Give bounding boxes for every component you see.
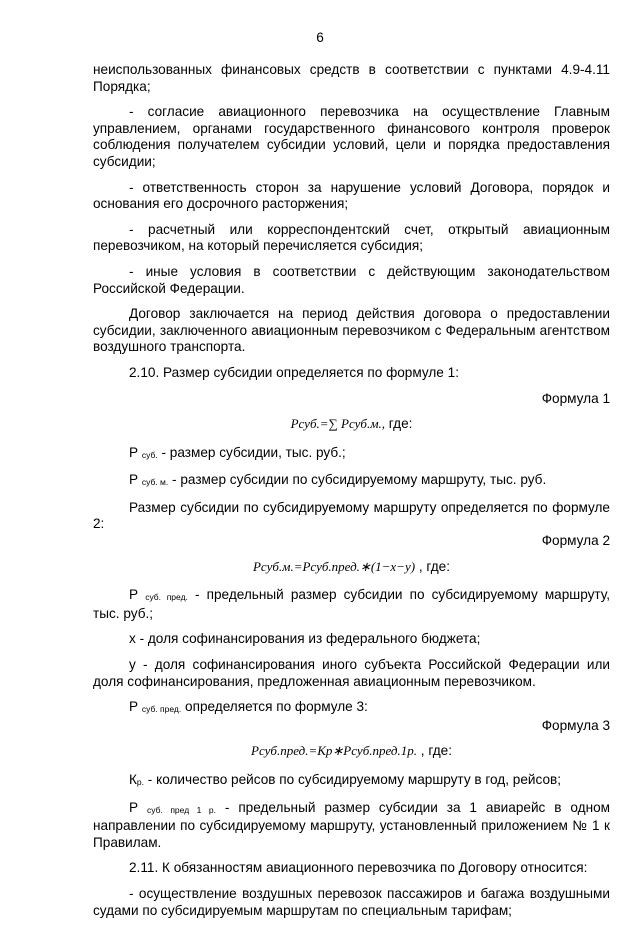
page-number: 6: [316, 30, 324, 45]
definition: [93, 699, 610, 718]
definition-symbol: К: [129, 772, 137, 787]
formula-2-expression: Pсуб.м.=Pсуб.пред.∗(1−x−y): [252, 558, 416, 574]
definition-text: - количество рейсов по субсидируемому маршруту в год, рейсов;: [144, 772, 562, 787]
definition-text: - размер субсидии по субсидируемому маршруту, тыс. руб.: [168, 472, 547, 488]
definition: [93, 587, 610, 622]
definition-subscript: суб. пред.: [145, 592, 188, 603]
list-item: - ответственность сторон за нарушение условий Договора, порядок и основания его досрочного расторжения;: [93, 179, 610, 212]
paragraph: неиспользованных финансовых средств в соответствии с пунктами 4.9-4.11 Порядка;: [93, 62, 610, 94]
list-item: - согласие авиационного перевозчика на осуществление Главным управлением, органами государственного финансового контроля проверок соблюдения получателем субсидии условий, цели и порядка предоставления субсидии;: [93, 104, 610, 169]
formula-1-label: Формула 1: [541, 390, 610, 406]
definition-subscript: суб. пред 1 р.: [147, 804, 216, 815]
definition-symbol: Р: [129, 699, 139, 715]
definition-symbol: Р: [129, 444, 139, 460]
definition: y - доля софинансирования иного субъекта Российской Федерации или доля софинансирования, предложенная авиационным перевозчиком.: [93, 657, 610, 689]
definition-symbol: Р: [129, 799, 139, 815]
list-item: - осуществление воздушных перевозок пассажиров и багажа воздушными судами по субсидируемым маршрутам по специальным тарифам;: [93, 885, 610, 918]
definition-subscript: суб. м.: [141, 477, 169, 488]
definition-text: определяется по формуле 3:: [181, 699, 368, 715]
section-2-11: 2.11. К обязанностям авиационного перевозчика по Договору относится:: [129, 860, 588, 876]
formula-2-label: Формула 2: [541, 533, 610, 549]
list-item: - расчетный или корреспондентский счет, открытый авиационным перевозчиком, на который перечисляется субсидия;: [93, 221, 610, 254]
definition-symbol: Р: [129, 587, 139, 603]
formula-1-expression: Pсуб.=∑ Pсуб.м.,: [290, 416, 386, 432]
formula-1-where: где:: [388, 416, 413, 432]
section-2-10: 2.10. Размер субсидии определяется по формуле 1:: [129, 364, 459, 380]
document-body: [93, 62, 610, 928]
definition: [93, 472, 610, 491]
formula-3-label: Формула 3: [541, 717, 610, 733]
definition-symbol: Р: [129, 472, 139, 488]
formula-2: [93, 559, 610, 576]
definition: [93, 445, 610, 464]
definition-subscript: суб.: [141, 449, 158, 460]
definition: [93, 800, 610, 852]
formula-3-expression: Pсуб.пред.=Kр∗Pсуб.пред.1р.: [251, 743, 418, 759]
definition: x - доля софинансирования из федерального бюджета;: [129, 631, 481, 647]
definition-text: - предельный размер субсидии за 1 авиарейс в одном направлении по субсидируемому маршруту, установленный приложением № 1 к Правилам.: [93, 799, 610, 850]
formula-2-where: , где:: [418, 558, 451, 574]
list-item: - иные условия в соответствии с действующим законодательством Российской Федерации.: [93, 263, 610, 296]
definition-text: - предельный размер субсидии по субсидируемому маршруту, тыс. руб.;: [93, 587, 611, 621]
definition-subscript: р.: [136, 777, 145, 787]
definition-text: - размер субсидии, тыс. руб.;: [157, 444, 346, 460]
formula-1: [93, 416, 610, 433]
paragraph: Договор заключается на период действия договора о предоставлении субсидии, заключенного авиационным перевозчиком с Федеральным агентством воздушного транспорта.: [93, 306, 610, 355]
formula-3: [93, 743, 610, 760]
definition: [93, 772, 610, 791]
definition-subscript: суб. пред.: [141, 704, 182, 715]
formula-3-where: , где:: [420, 743, 452, 759]
paragraph: Размер субсидии по субсидируемому маршруту определяется по формуле 2:: [93, 499, 610, 532]
